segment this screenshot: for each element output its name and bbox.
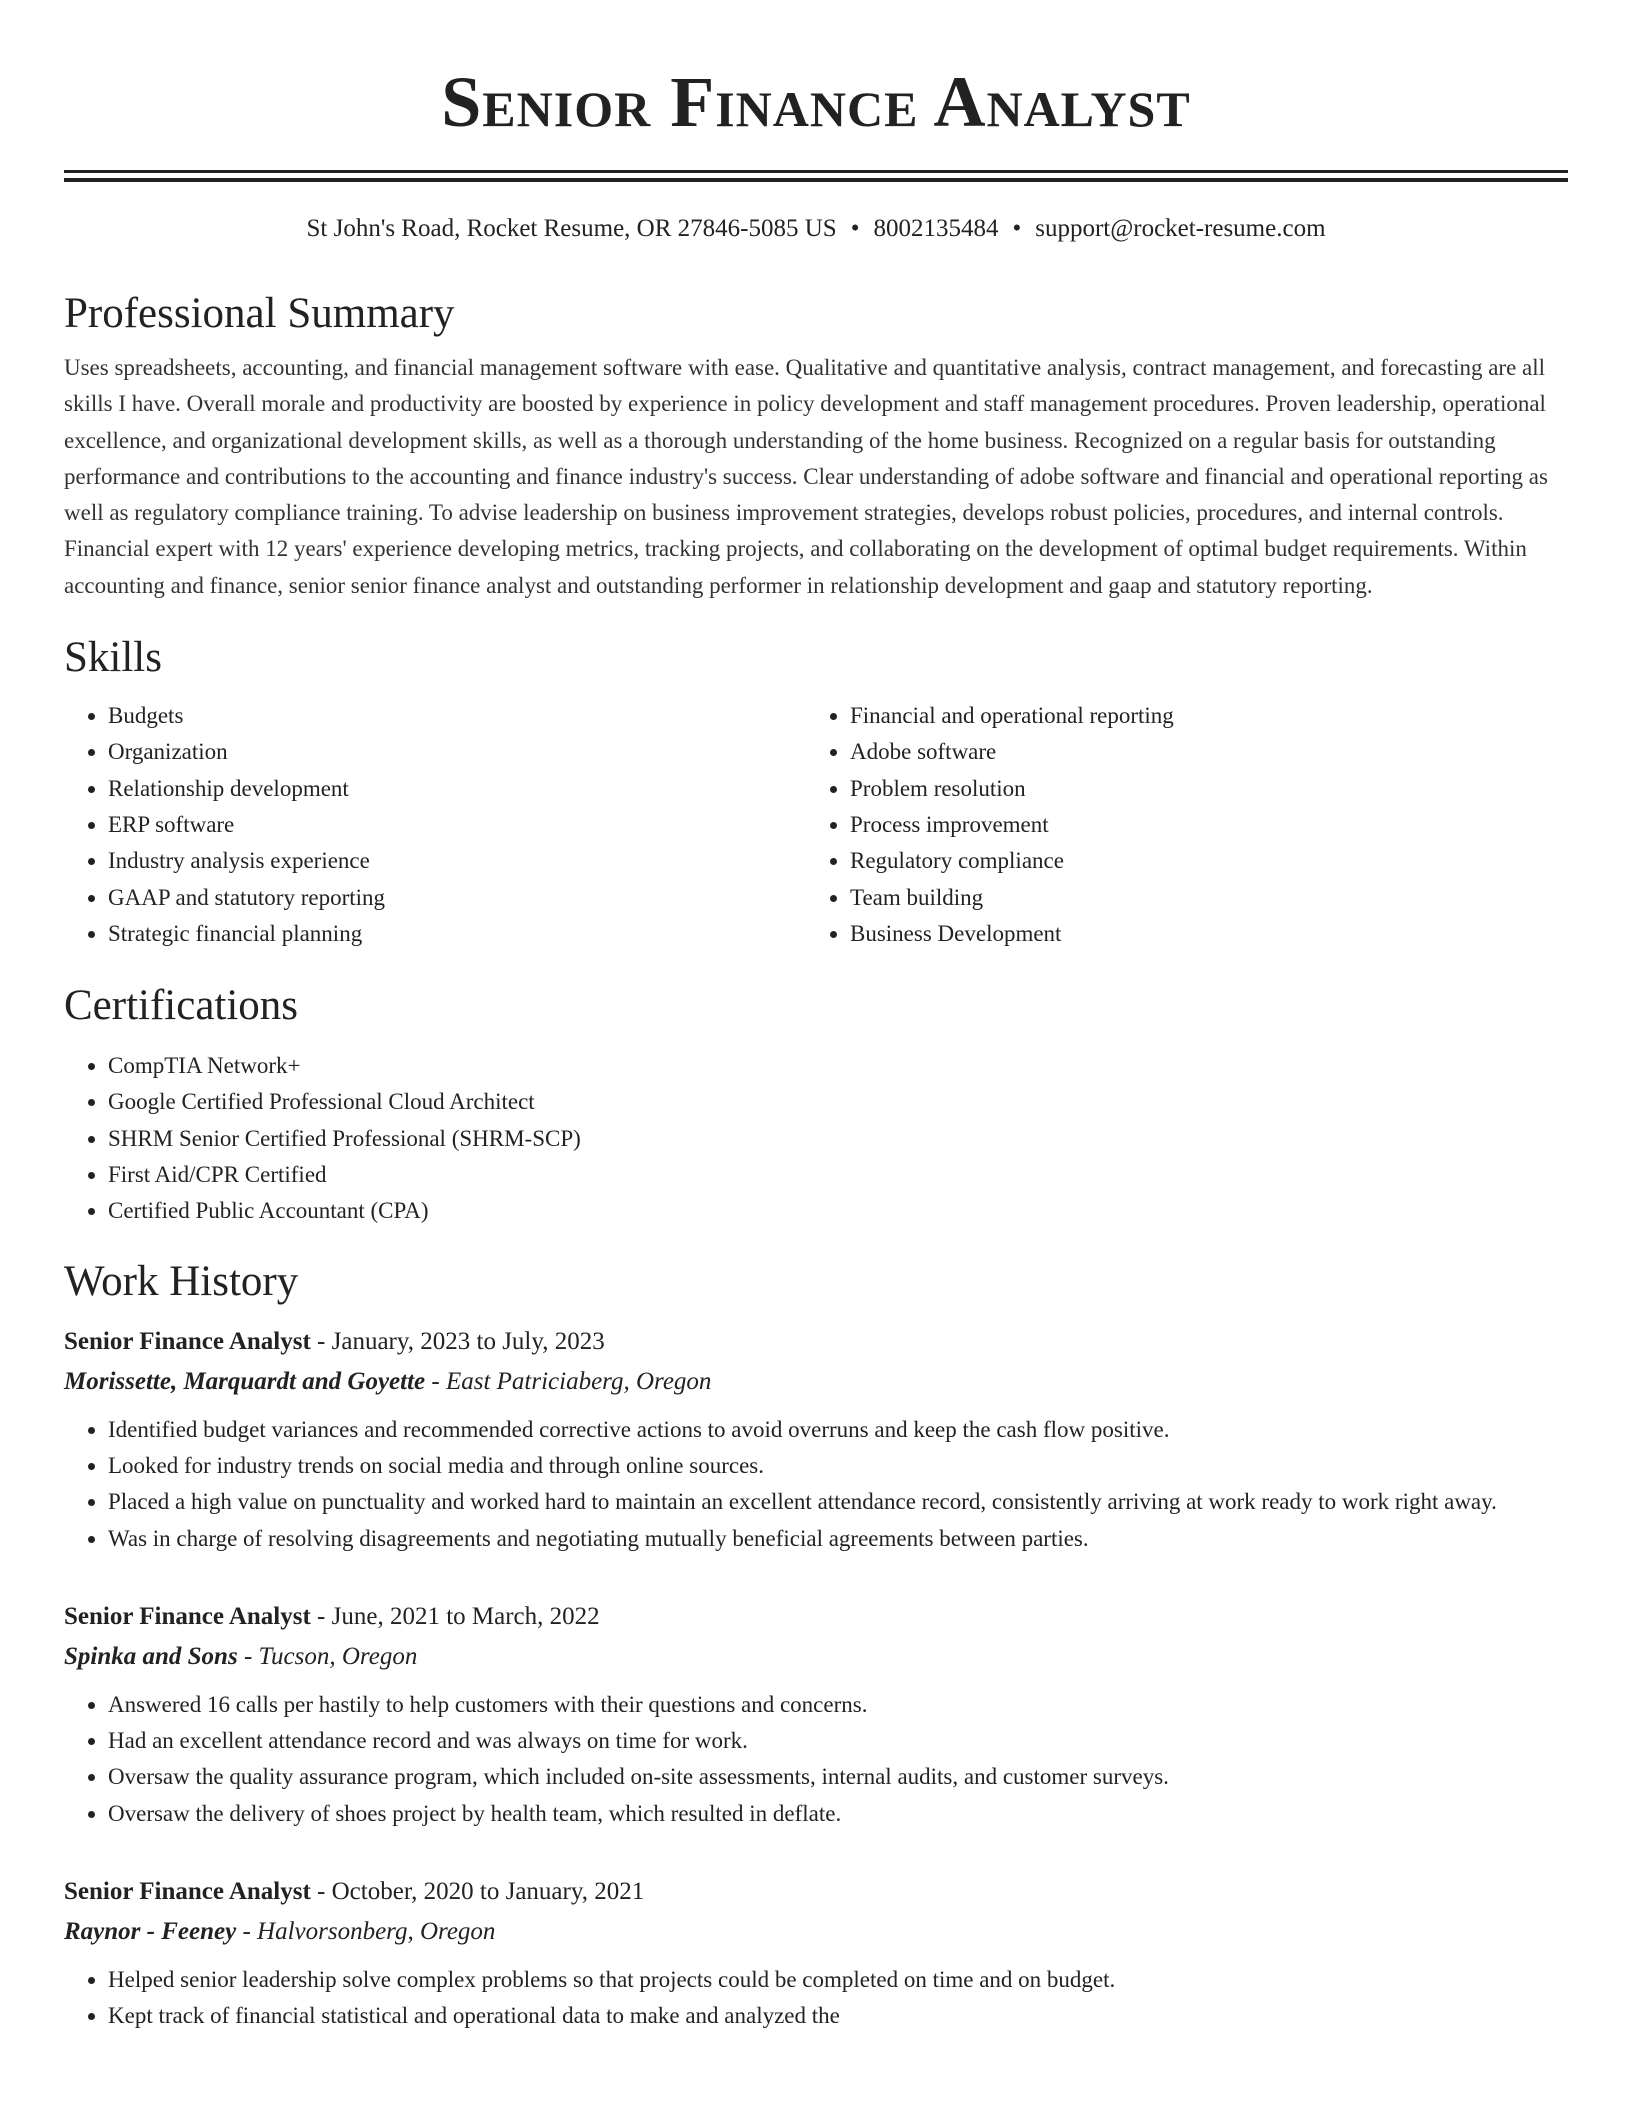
job-dates: - June, 2021 to March, 2022 <box>310 1602 600 1630</box>
certification-item: • CompTIA Network+ <box>108 1048 1568 1084</box>
company-line <box>64 1637 1568 1677</box>
company-location: - East Patriciaberg, Oregon <box>425 1367 712 1395</box>
job-entry <box>64 1597 1568 1832</box>
contact-separator: • <box>850 215 860 242</box>
job-entry <box>64 1322 1568 1557</box>
skill-item: • GAAP and statutory reporting <box>108 880 806 916</box>
company-line <box>64 1912 1568 1952</box>
skill-item: • Business Development <box>850 916 1548 952</box>
company-location: - Tucson, Oregon <box>237 1642 418 1670</box>
job-duty: • Had an excellent attendance record and was always on time for work. <box>108 1723 1568 1759</box>
company-line <box>64 1362 1568 1402</box>
job-duty: • Placed a high value on punctuality and worked hard to maintain an excellent attendance record, consistently arriving at work ready to work right away. <box>108 1484 1568 1520</box>
job-duty: • Oversaw the delivery of shoes project by health team, which resulted in deflate. <box>108 1796 1568 1832</box>
job-duties <box>64 1412 1568 1557</box>
company-location: - Halvorsonberg, Oregon <box>236 1918 496 1946</box>
skill-item: • Team building <box>850 880 1548 916</box>
job-duties <box>64 1962 1568 2035</box>
contact-email: support@rocket-resume.com <box>1035 215 1326 242</box>
summary-heading: Professional Summary <box>64 290 455 337</box>
contact-phone: 8002135484 <box>873 215 999 242</box>
skill-item: • Regulatory compliance <box>850 843 1548 879</box>
contact-address: St John's Road, Rocket Resume, OR 27846-5085 US <box>306 215 837 242</box>
job-duty: • Oversaw the quality assurance program, which included on-site assessments, internal audits, and customer surveys. <box>108 1759 1568 1795</box>
job-duties <box>64 1687 1568 1832</box>
job-duty: • Identified budget variances and recommended corrective actions to avoid overruns and keep the cash flow positive. <box>108 1412 1568 1448</box>
skill-item: • Organization <box>108 734 806 770</box>
skill-item: • Problem resolution <box>850 771 1548 807</box>
job-title: Senior Finance Analyst <box>64 1602 311 1630</box>
title-divider-bottom <box>64 178 1568 182</box>
job-title-line <box>64 1322 1568 1362</box>
skill-item: • Relationship development <box>108 771 806 807</box>
job-duty: • Helped senior leadership solve complex problems so that projects could be completed on time and on budget. <box>108 1962 1568 1998</box>
job-title: Senior Finance Analyst <box>64 1327 311 1355</box>
certification-item: • First Aid/CPR Certified <box>108 1157 1568 1193</box>
skill-item: • Strategic financial planning <box>108 916 806 952</box>
job-dates: - January, 2023 to July, 2023 <box>310 1327 605 1355</box>
job-title-line <box>64 1872 1568 1912</box>
job-title-line <box>64 1597 1568 1637</box>
skills-grid <box>64 698 1568 952</box>
skill-item: • Process improvement <box>850 807 1548 843</box>
certification-item: • Certified Public Accountant (CPA) <box>108 1193 1568 1229</box>
company-name: Raynor - Feeney <box>64 1918 237 1946</box>
skill-item: • Budgets <box>108 698 806 734</box>
job-entry <box>64 1872 1568 2035</box>
skills-heading: Skills <box>64 634 162 682</box>
skill-item: • ERP software <box>108 807 806 843</box>
certification-item: • Google Certified Professional Cloud Architect <box>108 1084 1568 1120</box>
resume-page <box>64 0 1568 2035</box>
contact-line <box>64 212 1568 246</box>
resume-title: Senior Finance Analyst <box>441 62 1191 142</box>
job-duty: • Kept track of financial statistical and operational data to make and analyzed the <box>108 1998 1568 2034</box>
job-title: Senior Finance Analyst <box>64 1878 311 1906</box>
skills-list-right <box>806 698 1548 952</box>
skill-item: • Adobe software <box>850 734 1548 770</box>
company-name: Spinka and Sons <box>64 1642 238 1670</box>
contact-separator: • <box>1012 215 1022 242</box>
skills-list-left <box>64 698 806 952</box>
title-divider-top <box>64 170 1568 173</box>
job-duty: • Was in charge of resolving disagreements and negotiating mutually beneficial agreements between parties. <box>108 1521 1568 1557</box>
certifications-heading: Certifications <box>64 982 299 1030</box>
job-duty: • Answered 16 calls per hastily to help customers with their questions and concerns. <box>108 1687 1568 1723</box>
job-dates: - October, 2020 to January, 2021 <box>310 1878 645 1906</box>
company-name: Morissette, Marquardt and Goyette <box>64 1367 426 1395</box>
work-history-heading: Work History <box>64 1257 299 1305</box>
job-duty: • Looked for industry trends on social media and through online sources. <box>108 1448 1568 1484</box>
summary-text: Uses spreadsheets, accounting, and financial management software with ease. Qualitative and quantitative analysis, contract management, and forecasting are all skills I have. Overall morale and productivity are boosted by experience in policy development and staff management procedures. Proven leadership, operational excellence, and organizational development skills, as well as a thorough understanding of the home business. Recognized on a regular basis for outstanding performance and contributions to the accounting and finance industry's success. Clear understanding of adobe software and financial and operational reporting as well as regulatory compliance training. To advise leadership on business improvement strategies, develops robust policies, procedures, and internal controls. Financial expert with 12 years' experience developing metrics, tracking projects, and collaborating on the development of optimal budget requirements. Within accounting and finance, senior senior finance analyst and outstanding performer in relationship development and gaap and statutory reporting. <box>64 355 1548 598</box>
skill-item: • Industry analysis experience <box>108 843 806 879</box>
skill-item: • Financial and operational reporting <box>850 698 1548 734</box>
certification-item: • SHRM Senior Certified Professional (SHRM-SCP) <box>108 1121 1568 1157</box>
certifications-list <box>64 1048 1568 1229</box>
